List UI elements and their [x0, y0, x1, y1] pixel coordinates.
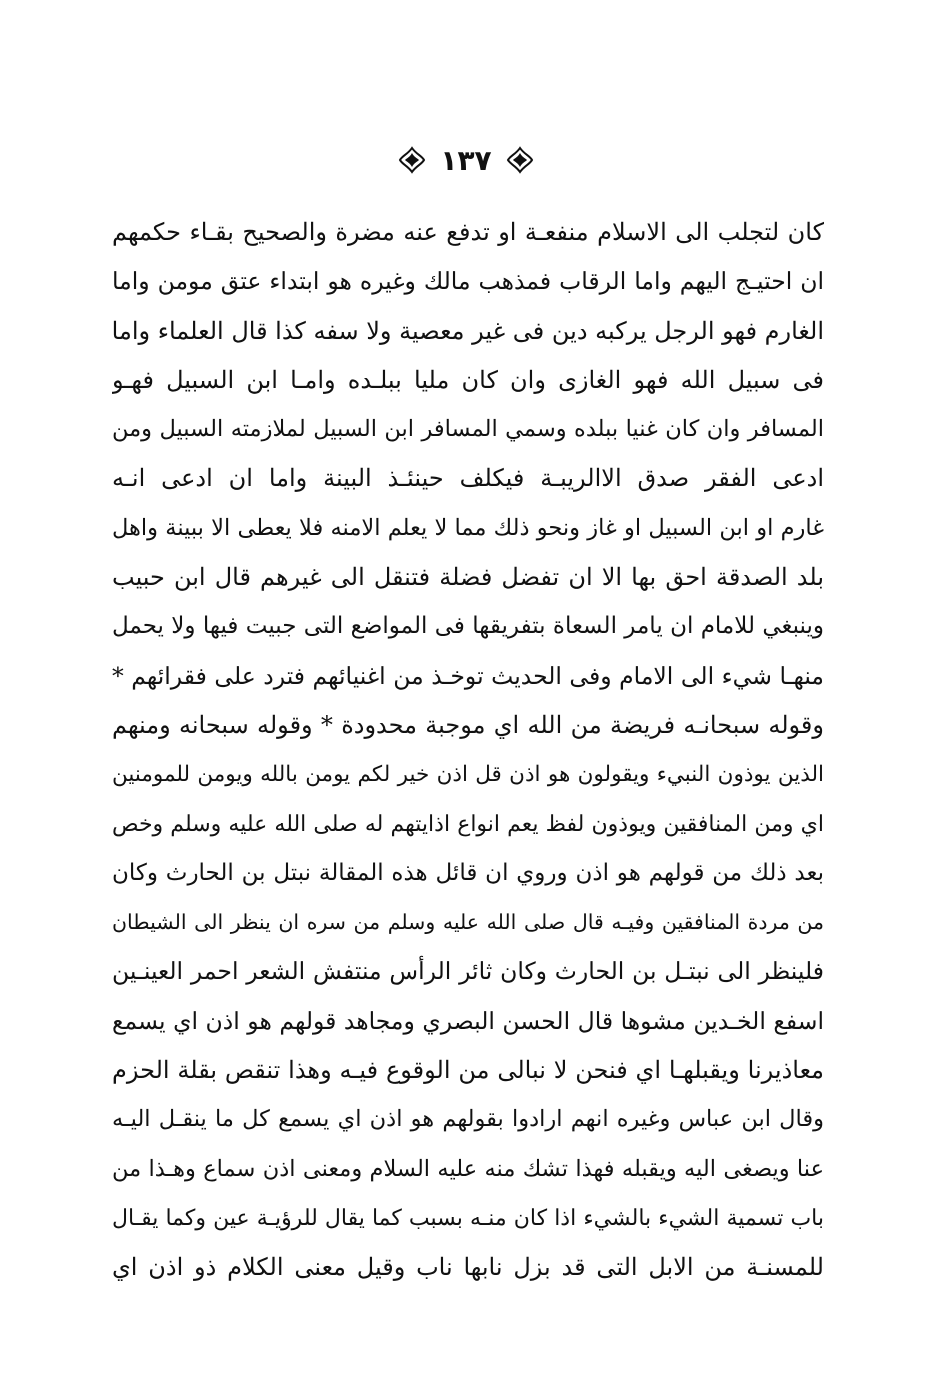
- text-line: للمسنـة من الابل التى قد بزل نابها ناب وقيل معنى الكلام ذو اذن اي: [112, 1253, 824, 1282]
- text-line: المسافر وان كان غنيا ببلده وسمي المسافر ابن السبيل لملازمته السبيل ومن: [112, 416, 824, 443]
- text-line: وينبغي للامام ان يامر السعاة بتفريقها فى المواضع التى جبيت فيها ولا يحمل: [112, 613, 824, 640]
- text-line: عنا ويصغى اليه ويقبله فهذا تشك منه عليه السلام ومعنى اذن سماع وهـذا من: [112, 1155, 824, 1182]
- text-line: بعد ذلك من قولهم هو اذن وروي ان قائل هذه المقالة نبتل بن الحارث وكان: [112, 859, 824, 886]
- text-line: من مردة المنافقين وفيـه قال صلى الله عليه وسلم من سره ان ينظر الى الشيطان: [112, 910, 824, 935]
- text-line: منهـا شيء الى الامام وفى الحديث توخـذ من اغنيائهم فترد على فقرائهم *: [112, 661, 824, 690]
- text-line: غارم او ابن السبيل او غاز ونحو ذلك مما لا يعلم الامنه فلا يعطى الا ببينة واهل: [112, 514, 824, 541]
- body-text: [112, 208, 824, 1293]
- page-number: ١٣٧: [440, 143, 492, 177]
- page-header: [0, 138, 932, 182]
- text-line: كان لتجلب الى الاسلام منفعـة او تدفع عنه مضرة والصحيح بقـاء حكمهم: [112, 218, 824, 246]
- ornament-icon: [398, 146, 426, 174]
- text-line: وقوله سبحانـه فريضة من الله اي موجبة محدودة * وقوله سبحانه ومنهم: [112, 710, 824, 739]
- text-line: فى سبيل الله فهو الغازى وان كان مليا ببلـده وامـا ابن السبيل فهـو: [112, 365, 824, 394]
- text-line: فلينظر الى نبتـل بن الحارث وكان ثائر الرأس منتفش الشعر احمر العينـين: [112, 957, 824, 986]
- text-line: اي ومن المنافقين ويوذون لفظ يعم انواع اذايتهم له صلى الله عليه وسلم وخص: [112, 811, 824, 837]
- text-line: باب تسمية الشيء بالشيء اذا كان منـه بسبب كما يقال للرؤيـة عين وكما يقـال: [112, 1205, 824, 1231]
- text-line: وقال ابن عباس وغيره انهم ارادوا بقولهم هو اذن اي يسمع كل ما ينقـل اليـه: [112, 1106, 824, 1133]
- text-line: ان احتيـج اليهم واما الرقاب فمذهب مالك وغيره هو ابتداء عتق مومن واما: [112, 267, 824, 296]
- text-line: ادعى الفقر صدق الاالريبـة فيكلف حينئـذ البينة واما ان ادعى انـه: [112, 464, 824, 493]
- text-line: بلد الصدقة احق بها الا ان تفضل فضلة فتنقل الى غيرهم قال ابن حبيب: [112, 563, 824, 592]
- text-line: الذين يوذون النبيء ويقولون هو اذن قل اذن خير لكم يومن بالله ويومن للمومنين: [112, 762, 824, 788]
- ornament-icon: [506, 146, 534, 174]
- text-line: معاذيرنا ويقبلهـا اي فنحن لا نبالى من الوقوع فيـه وهذا تنقص بقلة الحزم: [112, 1056, 824, 1085]
- text-line: الغارم فهو الرجل يركبه دين فى غير معصية ولا سفه كذا قال العلماء واما: [112, 316, 824, 345]
- text-line: اسفع الخـدين مشوها قال الحسن البصري ومجاهد قولهم هو اذن اي يسمع: [112, 1006, 824, 1035]
